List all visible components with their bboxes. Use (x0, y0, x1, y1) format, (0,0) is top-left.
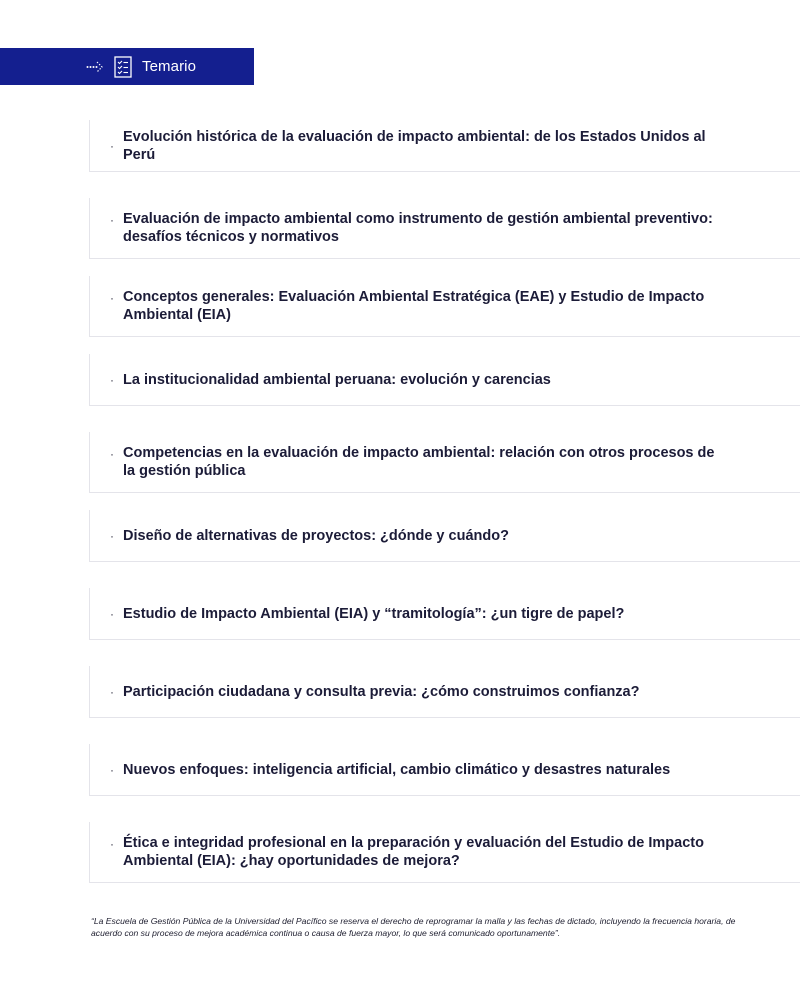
bullet-icon: · (110, 684, 114, 699)
bullet-icon: · (110, 606, 114, 621)
bullet-icon: · (110, 447, 114, 461)
bullet-icon: · (110, 372, 114, 387)
topic-item (89, 510, 800, 562)
section-title: Temario (142, 58, 197, 75)
bullet-icon: · (110, 837, 114, 851)
topic-item (89, 120, 800, 172)
topic-list (89, 120, 800, 900)
disclaimer-note: “La Escuela de Gestión Pública de la Universidad del Pacífico se reserva el derecho de reprogramar la malla y las fechas de dictado, incluyendo la frecuencia horaria, de acuerdo con su proceso de mejora académica continua o causa de fuerza mayor, lo que será comunicado oportunamente”. (91, 916, 736, 938)
topic-item (89, 588, 800, 640)
topic-text: Participación ciudadana y consulta previa: ¿cómo construimos confianza? (123, 683, 640, 700)
topic-item (89, 432, 800, 493)
bullet-icon: · (110, 138, 114, 153)
dotted-arrow-icon (86, 60, 106, 74)
topic-text: Evaluación de impacto ambiental como instrumento de gestión ambiental preventivo: desafíos técnicos y normativos (123, 211, 713, 245)
topic-item (89, 354, 800, 406)
topic-text: La institucionalidad ambiental peruana: evolución y carencias (123, 371, 551, 388)
topic-item (89, 276, 800, 337)
topic-text: Conceptos generales: Evaluación Ambiental Estratégica (EAE) y Estudio de Impacto Ambiental (EIA) (123, 289, 705, 323)
bullet-icon: · (110, 528, 114, 543)
checklist-document-icon (114, 56, 132, 78)
topic-text: Evolución histórica de la evaluación de impacto ambiental: de los Estados Unidos al Perú (123, 128, 706, 163)
topic-text: Competencias en la evaluación de impacto ambiental: relación con otros procesos de la gestión pública (123, 445, 715, 479)
topic-text: Diseño de alternativas de proyectos: ¿dónde y cuándo? (123, 527, 509, 544)
topic-text: Ética e integridad profesional en la preparación y evaluación del Estudio de Impacto Ambiental (EIA): ¿hay oportunidades de mejora? (123, 835, 704, 869)
section-header (0, 48, 254, 85)
topic-text: Nuevos enfoques: inteligencia artificial, cambio climático y desastres naturales (123, 761, 671, 778)
topic-item (89, 822, 800, 883)
topic-item (89, 666, 800, 718)
bullet-icon: · (110, 213, 114, 227)
topic-text: Estudio de Impacto Ambiental (EIA) y “tramitología”: ¿un tigre de papel? (123, 605, 625, 622)
topic-item (89, 744, 800, 796)
bullet-icon: · (110, 291, 114, 305)
bullet-icon: · (110, 762, 114, 777)
topic-item (89, 198, 800, 259)
